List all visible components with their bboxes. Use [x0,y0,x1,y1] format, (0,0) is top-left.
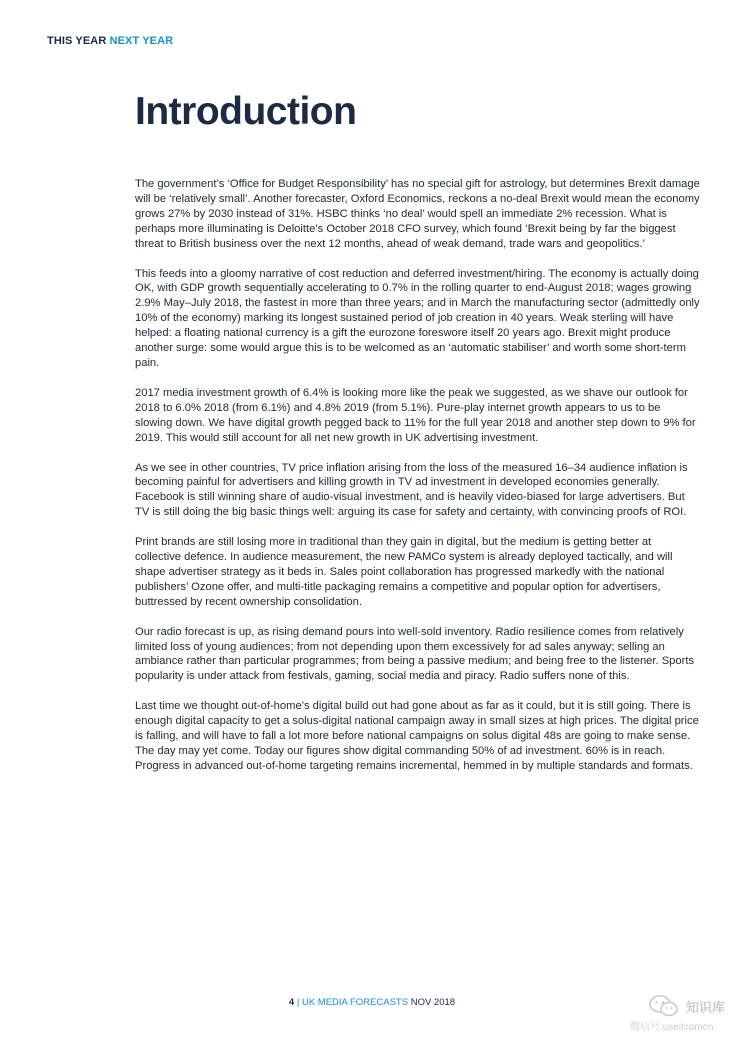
watermark [630,995,740,1035]
paragraph-5: Print brands are still losing more in traditional than they gain in digital, but the medium is getting better at collective defence. In audience measurement, the new PAMCo system is already deployed tactically, and will shape advertiser strategy as it beds in. Sales point collaboration has progressed markedly with the national publishers’ Ozone offer, and multi-title packaging remains a competitive and popular option for advertisers, buttressed by recent ownership consolidation. [135,536,673,608]
page-title: Introduction [135,90,357,133]
paragraph-3: 2017 media investment growth of 6.4% is looking more like the peak we suggested, as we shave our outlook for 2018 to 6.0% 2018 (from 6.1%) and 4.8% 2019 (from 5.1%). Pure-play internet growth appears to us to be slowing down. We have digital growth pegged back to 11% for the full year 2018 and another step down to 9% for 2019. This would still account for all net new growth in UK advertising investment. [135,386,696,444]
running-header [47,35,173,47]
paragraph-1: The government’s ‘Office for Budget Responsibility’ has no special gift for astrology, but determines Brexit damage will be ‘relatively small’. Another forecaster, Oxford Economics, reckons a no-deal Brexit would mean the economy grows 27% by 2030 instead of 31%. HSBC thinks ‘no deal’ would spell an immediate 2% recession. What is perhaps more illuminating is Deloitte’s October 2018 CFO survey, which found ‘Brexit being by far the biggest threat to British business over the next 12 months, ahead of weak demand, trade wars and geopolitics.’ [135,178,700,250]
paragraph-6: Our radio forecast is up, as rising demand pours into well-sold inventory. Radio resilience comes from relatively limited loss of young audiences; from not depending upon them excessively for ad sales anyway; selling an ambiance rather than particular programmes; from being a passive medium; and being free to the listener. Sports popularity is under attack from festivals, gaming, social media and piracy. Radio suffers none of this. [135,625,695,683]
footer-separator: | [296,997,300,1008]
wechat-icon [648,995,680,1017]
paragraph-7: Last time we thought out-of-home’s digital build out had gone about as far as it could, but it is still going. There is enough digital capacity to get a solus-digital national campaign away in small sizes at high prices. The digital price is falling, and will have to fall a lot more before national campaigns on solus digital 48s are going to make sense. The day may yet come. Today our figures show digital commanding 50% of ad investment. 60% is in reach. Progress in advanced out-of-home targeting remains incremental, hemmed in by multiple standards and formats. [135,700,699,772]
page-number: 4 [288,997,295,1008]
watermark-id: 微信号:useitcomcn [630,1022,714,1033]
watermark-name: 知识库 [686,1000,726,1015]
header-this-year: THIS YEAR [47,35,107,47]
paragraph-4: As we see in other countries, TV price inflation arising from the loss of the measured 16–34 audience inflation is becoming painful for advertisers and killing growth in TV ad investment in developed economies generally. Facebook is still winning share of audio-visual investment, and is heavily video-biased for large advertisers. But TV is still doing the big basic things well: arguing its case for safety and certainty, with convincing proofs of ROI. [135,461,688,519]
header-next-year: NEXT YEAR [109,35,174,47]
paragraph-2: This feeds into a gloomy narrative of cost reduction and deferred investment/hiring. The economy is actually doing OK, with GDP growth sequentially accelerating to 0.7% in the rolling quarter to end-August 2018; wages growing 2.9% May–July 2018, the fastest in more than three years; and in March the manufacturing sector (admittedly only 10% of the economy) marking its longest sustained period of job creation in 40 years. Weak sterling will have helped: a floating national currency is a gift the eurozone foreswore itself 20 years ago. Brexit might produce another surge: some would argue this is to be welcomed as an ‘automatic stabiliser’ and worth some short-term pain. [135,267,700,369]
publication-date: NOV 2018 [410,997,456,1008]
publication-name: UK MEDIA FORECASTS [301,997,409,1008]
article-body [135,177,700,789]
